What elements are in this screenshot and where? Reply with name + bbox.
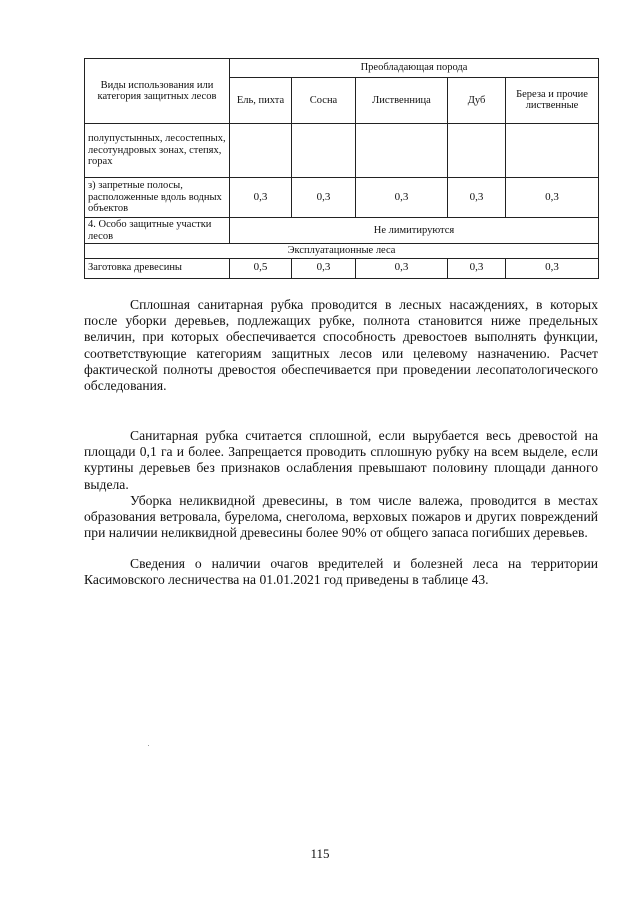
cutting-limits-table [84,58,599,279]
table-row [85,218,599,244]
table-cell: 0,3 [356,258,448,278]
table-cell [356,124,448,178]
header-dominant-species: Преобладающая порода [230,59,599,78]
table-cell [506,124,599,178]
table-cell [448,124,506,178]
table-cell: 0,3 [506,258,599,278]
paragraph: Сплошная санитарная рубка проводится в лесных насаждениях, в которых после уборки деревьев, подлежащих рубке, полнота становится ниже предельных величин, при которых обеспечивается способность древостоев выполнять функции, соответствующие категориям защитных лесов или целевому назначению. Расчет фактической полноты древостоя обеспечивается при проведении лесопатологического обследования. [84,297,598,394]
table-cell: 0,3 [506,178,599,218]
table-cell [230,124,292,178]
table-row [85,178,599,218]
paragraph: Сведения о наличии очагов вредителей и болезней леса на территории Касимовского лесничества на 01.01.2021 год приведены в таблице 43. [84,556,598,588]
row-label: з) запретные полосы, расположенные вдоль водных объектов [85,178,230,218]
paragraph: Уборка неликвидной древесины, в том числе валежа, проводится в местах образования ветровала, бурелома, снеголома, верховых пожаров и других повреждений при наличии неликвидной древесины более 90% от общего запаса погибших деревьев. [84,493,598,541]
table-cell: 0,3 [292,258,356,278]
table-cell: 0,3 [230,178,292,218]
header-species: Ель, пихта [230,77,292,123]
scan-speck [148,745,149,746]
row-label: Заготовка древесины [85,258,230,278]
paragraph: Санитарная рубка считается сплошной, если вырубается весь древостой на площади 0,1 га и более. Запрещается проводить сплошную рубку на всем выделе, если куртины деревьев без признаков ослабления превышают половину площади данного выдела. [84,428,598,492]
table-row [85,244,599,259]
table-cell: 0,5 [230,258,292,278]
table-cell: 0,3 [448,258,506,278]
header-species: Береза и прочие лиственные [506,77,599,123]
header-species: Сосна [292,77,356,123]
table-row [85,124,599,178]
header-species: Дуб [448,77,506,123]
header-species: Лиственница [356,77,448,123]
table-cell: 0,3 [356,178,448,218]
table-cell [292,124,356,178]
header-types-col: Виды использования или категория защитных лесов [85,59,230,124]
section-label: Эксплуатационные леса [85,244,599,259]
merged-cell: Не лимитируются [230,218,599,244]
row-label: 4. Особо защитные участки лесов [85,218,230,244]
table-row [85,258,599,278]
row-label: полупустынных, лесостепных, лесотундровых зонах, степях, горах [85,124,230,178]
table-cell: 0,3 [448,178,506,218]
table-cell: 0,3 [292,178,356,218]
page-number: 115 [310,846,330,861]
